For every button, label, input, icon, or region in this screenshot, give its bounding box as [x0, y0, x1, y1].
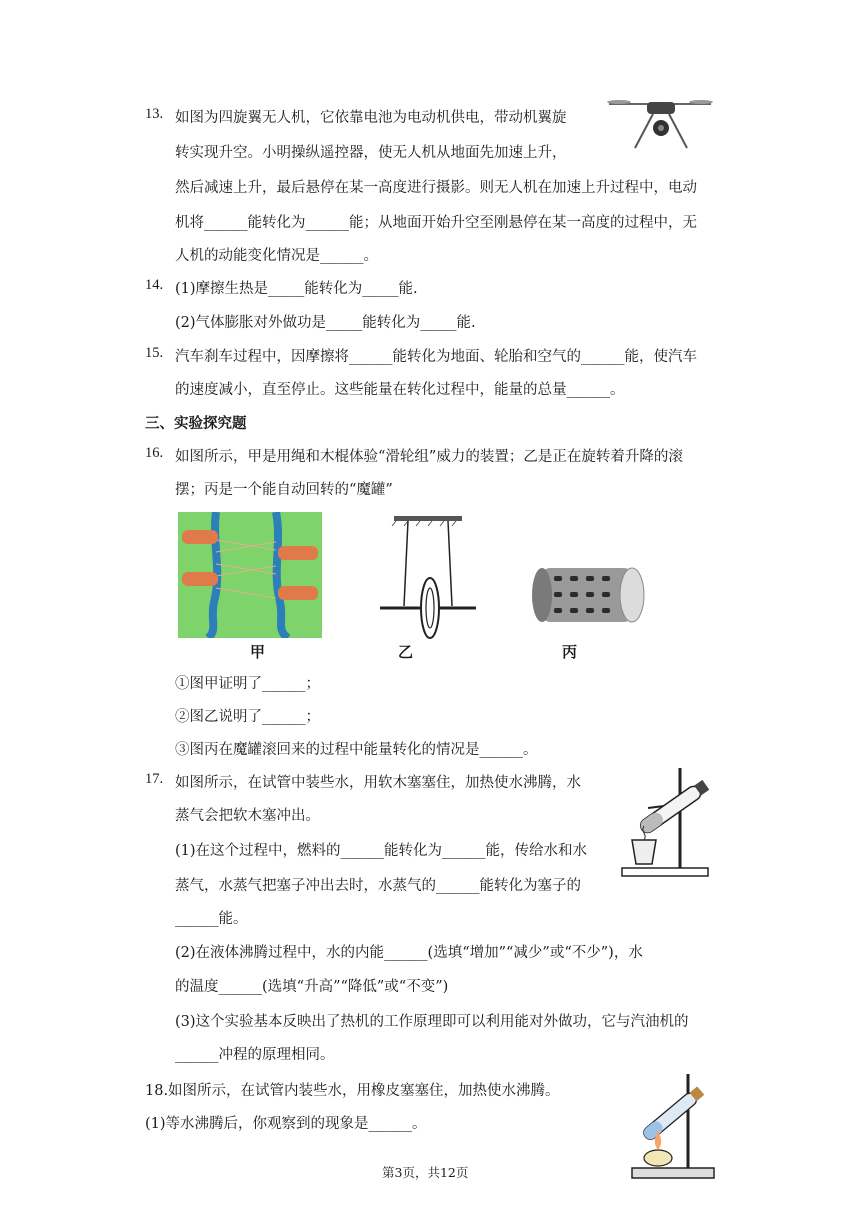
page-footer: 第3页，共12页 [382, 1165, 469, 1180]
q13-line-1: 如图为四旋翼无人机，它依靠电池为电动机供电，带动机翼旋 [175, 110, 567, 126]
q13-line-2: 转实现升空。小明操纵遥控器，使无人机从地面先加速上升， [175, 145, 567, 161]
q17-line-5: ______能。 [175, 911, 248, 927]
drone-figure [605, 92, 717, 156]
q17-line-8: (3)这个实验基本反映出了热机的工作原理即可以利用能对外做功，它与汽油机的 [175, 1014, 689, 1030]
q13-line-4: 机将______能转化为______能；从地面开始升空至刚悬停在某一高度的过程中，无 [175, 215, 697, 231]
q17-line-4: 蒸气，水蒸气把塞子冲出去时，水蒸气的______能转化为塞子的 [175, 878, 581, 894]
q14-line-2: (2)气体膨胀对外做功是_____能转化为_____能. [175, 315, 476, 331]
q14-line-1: (1)摩擦生热是_____能转化为_____能. [175, 281, 418, 297]
figure-caption-bing: 丙 [562, 643, 578, 661]
q17-line-6: (2)在液体沸腾过程中，水的内能______(选填“增加”“减少”或“不少”)，水 [175, 945, 643, 961]
q16-sub-3: ③图丙在魔罐滚回来的过程中能量转化的情况是______。 [175, 742, 538, 758]
q16-line-1: 如图所示，甲是用绳和木棍体验“滑轮组”威力的装置；乙是正在旋转着升降的滚 [175, 449, 683, 465]
q15-line-1: 汽车刹车过程中，因摩擦将______能转化为地面、轮胎和空气的______能，使汽车 [175, 349, 697, 365]
q16-sub-1: ①图甲证明了______； [175, 676, 320, 692]
rope-hands-figure [178, 512, 322, 638]
figure-caption-yi: 乙 [398, 643, 414, 661]
figure-caption-jia: 甲 [250, 643, 266, 661]
test-tube-stand-figure [618, 764, 718, 880]
q15-line-2: 的速度减小，直至停止。这些能量在转化过程中，能量的总量______。 [175, 382, 625, 398]
q17-line-3: (1)在这个过程中，燃料的______能转化为______能，传给水和水 [175, 843, 588, 859]
q17-line-1: 如图所示，在试管中装些水，用软木塞塞住，加热使水沸腾，水 [175, 775, 581, 791]
q13-number: 13. [145, 106, 164, 122]
q16-sub-2: ②图乙说明了______； [175, 709, 320, 725]
q14-number: 14. [145, 277, 164, 293]
section-title: 三、实验探究题 [145, 415, 247, 432]
q13-line-5: 人机的动能变化情况是______。 [175, 248, 378, 264]
q17-line-7: 的温度______(选填“升高”“降低”或“不变”) [175, 979, 449, 995]
q16-line-2: 摆；丙是一个能自动回转的“魔罐” [175, 482, 393, 498]
q15-number: 15. [145, 345, 164, 361]
maxwell-wheel-figure [378, 514, 478, 642]
q17-line-9: ______冲程的原理相同。 [175, 1047, 335, 1063]
q18-line-2: (1)等水沸腾后，你观察到的现象是______。 [145, 1116, 427, 1132]
q18-line-1: 18.如图所示，在试管内装些水，用橡皮塞塞住，加热使水沸腾。 [145, 1083, 560, 1099]
q17-number: 17. [145, 771, 164, 787]
q13-line-3: 然后减速上升，最后悬停在某一高度进行摄影。则无人机在加速上升过程中，电动 [175, 180, 697, 196]
q17-line-2: 蒸气会把软木塞冲出。 [175, 808, 320, 824]
test-tube-burner-figure [628, 1070, 720, 1182]
q16-number: 16. [145, 445, 164, 461]
magic-can-figure [528, 560, 658, 630]
